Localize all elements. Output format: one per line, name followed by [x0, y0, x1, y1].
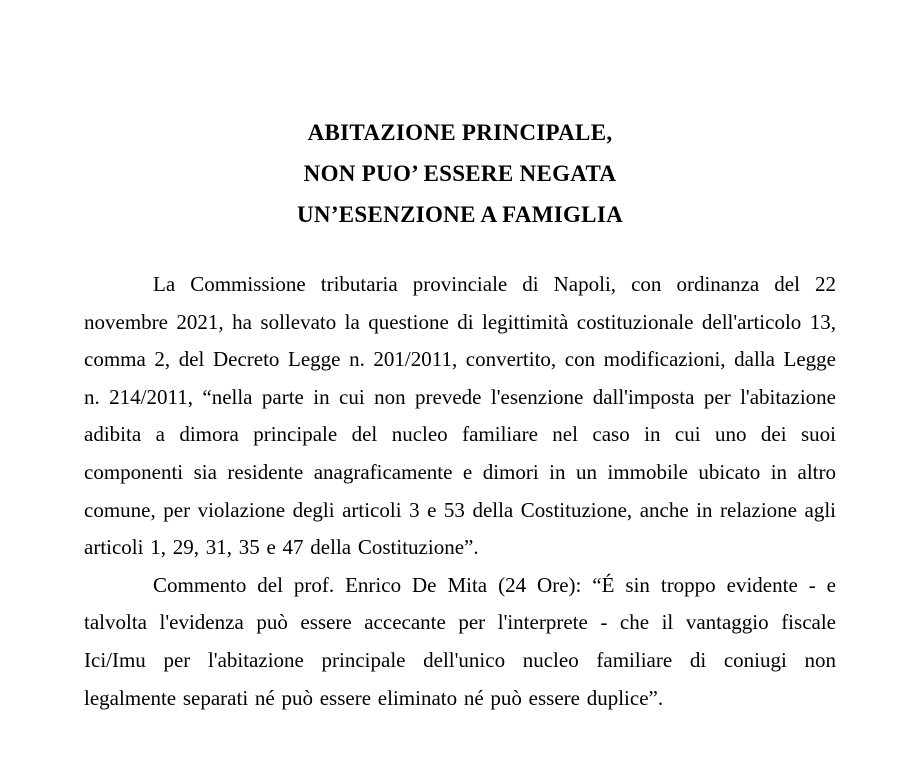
title-line-2: NON PUO’ ESSERE NEGATA — [303, 161, 617, 186]
document-body — [84, 266, 836, 717]
paragraph-ordinanza: La Commissione tributaria provinciale di Napoli, con ordinanza del 22 novembre 2021, ha sollevato la questione di legittimità costituzionale dell'articolo 13, comma 2, del Decreto Legge n. 201/2011, convertito, con modificazioni, dalla Legge n. 214/2011, “nella parte in cui non prevede l'esenzione dall'imposta per l'abitazione adibita a dimora principale del nucleo familiare nel caso in cui uno dei suoi componenti sia residente anagraficamente e dimori in un immobile ubicato in altro comune, per violazione degli articoli 3 e 53 della Costituzione, anche in relazione agli articoli 1, 29, 31, 35 e 47 della Costituzione”. — [84, 272, 836, 560]
document-title — [84, 112, 836, 235]
title-line-1: ABITAZIONE PRINCIPALE, — [307, 120, 613, 145]
title-line-3: UN’ESENZIONE A FAMIGLIA — [297, 202, 623, 227]
paragraph-commento: Commento del prof. Enrico De Mita (24 Ore): “É sin troppo evidente - e talvolta l'evidenza può essere accecante per l'interprete - che il vantaggio fiscale Ici/Imu per l'abitazione principale dell'unico nucleo familiare di coniugi non legalmente separati né può essere eliminato né può essere duplice”. — [84, 572, 836, 710]
